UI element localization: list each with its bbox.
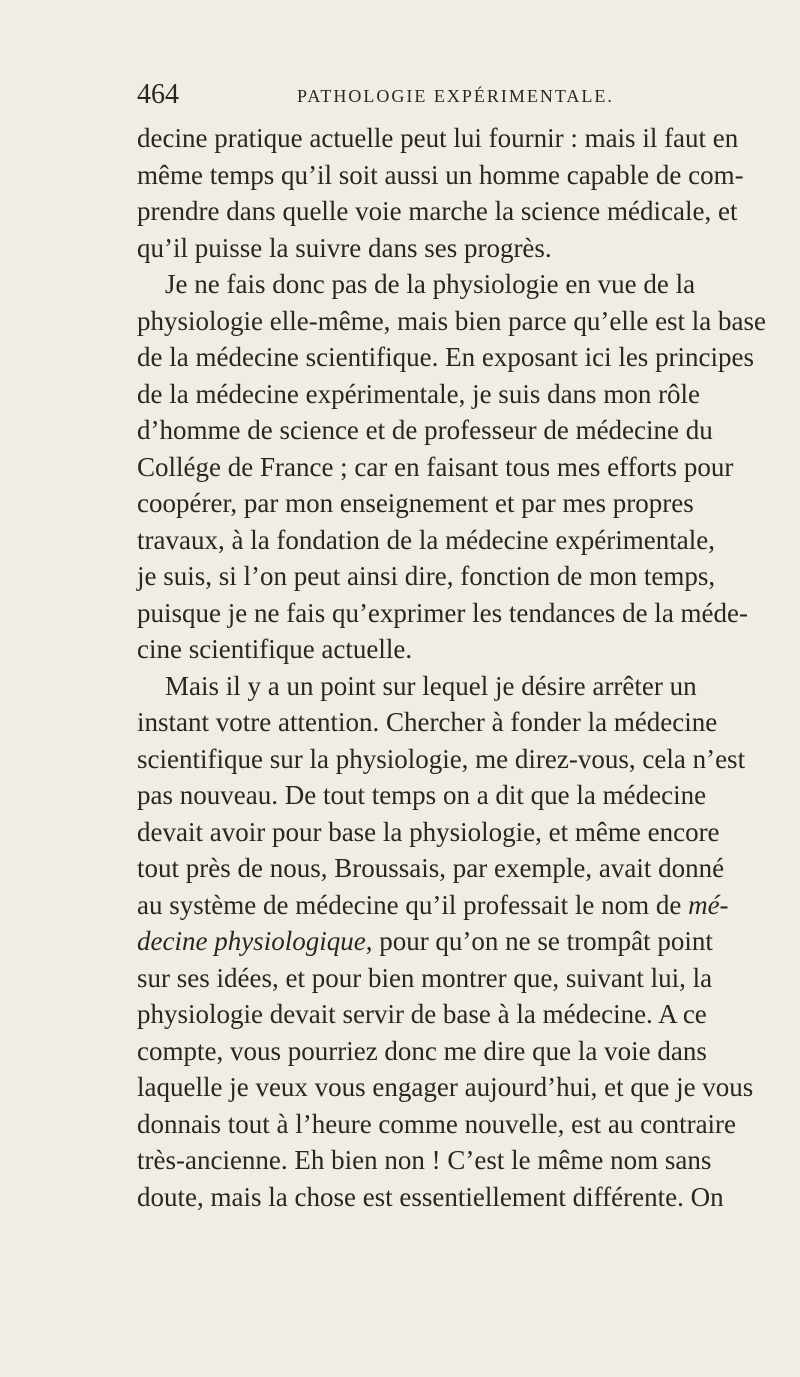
text-line: scientifique sur la physiologie, me direz-vous, cela n’est [137, 743, 746, 774]
text-line: travaux, à la fondation de la médecine expérimentale, [137, 524, 715, 555]
text-line [137, 887, 729, 924]
italic-term: decine physiologique [137, 926, 366, 956]
text-line: puisque je ne fais qu’exprimer les tendances de la méde- [137, 597, 749, 628]
text-line: instant votre attention. Chercher à fonder la médecine [137, 707, 718, 737]
text-line: prendre dans quelle voie marche la science médicale, et [137, 196, 738, 226]
text-line: je suis, si l’on peut ainsi dire, fonction de mon temps, [137, 561, 716, 591]
text-line: donnais tout à l’heure comme nouvelle, est au contraire [137, 1108, 737, 1139]
italic-term: mé- [688, 889, 729, 920]
text-line: cine scientifique actuelle. [137, 634, 413, 664]
text-line: qu’il puisse la suivre dans ses progrès. [137, 232, 552, 263]
text-line [137, 923, 713, 960]
text-line: laquelle je veux vous engager aujourd’hui, et que je vous [137, 1072, 754, 1102]
text-line: pas nouveau. De tout temps on a dit que la médecine [137, 780, 707, 810]
text-line-part: , pour qu’on ne se trompât point [365, 926, 713, 956]
text-line-part: au système de médecine qu’il professait le nom de [137, 889, 682, 920]
text-line: de la médecine expérimentale, je suis dans mon rôle [137, 378, 701, 409]
text-line: très-ancienne. Eh bien non ! C’est le même nom sans [137, 1145, 712, 1175]
text-line: doute, mais la chose est essentiellement différente. On [137, 1181, 724, 1212]
text-line: physiologie devait servir de base à la médecine. A ce [137, 999, 707, 1029]
page-number: 464 [137, 79, 179, 110]
text-line: de la médecine scientifique. En exposant ici les principes [137, 342, 755, 372]
text-line: coopérer, par mon enseignement et par mes propres [137, 488, 694, 518]
text-line: compte, vous pourriez donc me dire que la voie dans [137, 1035, 707, 1066]
text-line: même temps qu’il soit aussi un homme capable de com- [137, 159, 744, 190]
text-line: sur ses idées, et pour bien montrer que, suivant lui, la [137, 962, 713, 993]
text-line: decine pratique actuelle peut lui fournir : mais il faut en [137, 123, 739, 153]
text-line: d’homme de science et de professeur de médecine du [137, 415, 713, 445]
running-title: PATHOLOGIE EXPÉRIMENTALE. [297, 86, 614, 106]
running-head [137, 80, 682, 110]
text-line: physiologie elle-même, mais bien parce qu’elle est la base [137, 305, 767, 336]
text-line: devait avoir pour base la physiologie, et même encore [137, 816, 720, 847]
text-line: tout près de nous, Broussais, par exemple, avait donné [137, 853, 725, 883]
text-line: Collége de France ; car en faisant tous mes efforts pour [137, 451, 734, 482]
body-text [137, 120, 767, 1215]
text-line: Je ne fais donc pas de la physiologie en vue de la [165, 269, 696, 299]
text-line: Mais il y a un point sur lequel je désire arrêter un [165, 670, 697, 701]
